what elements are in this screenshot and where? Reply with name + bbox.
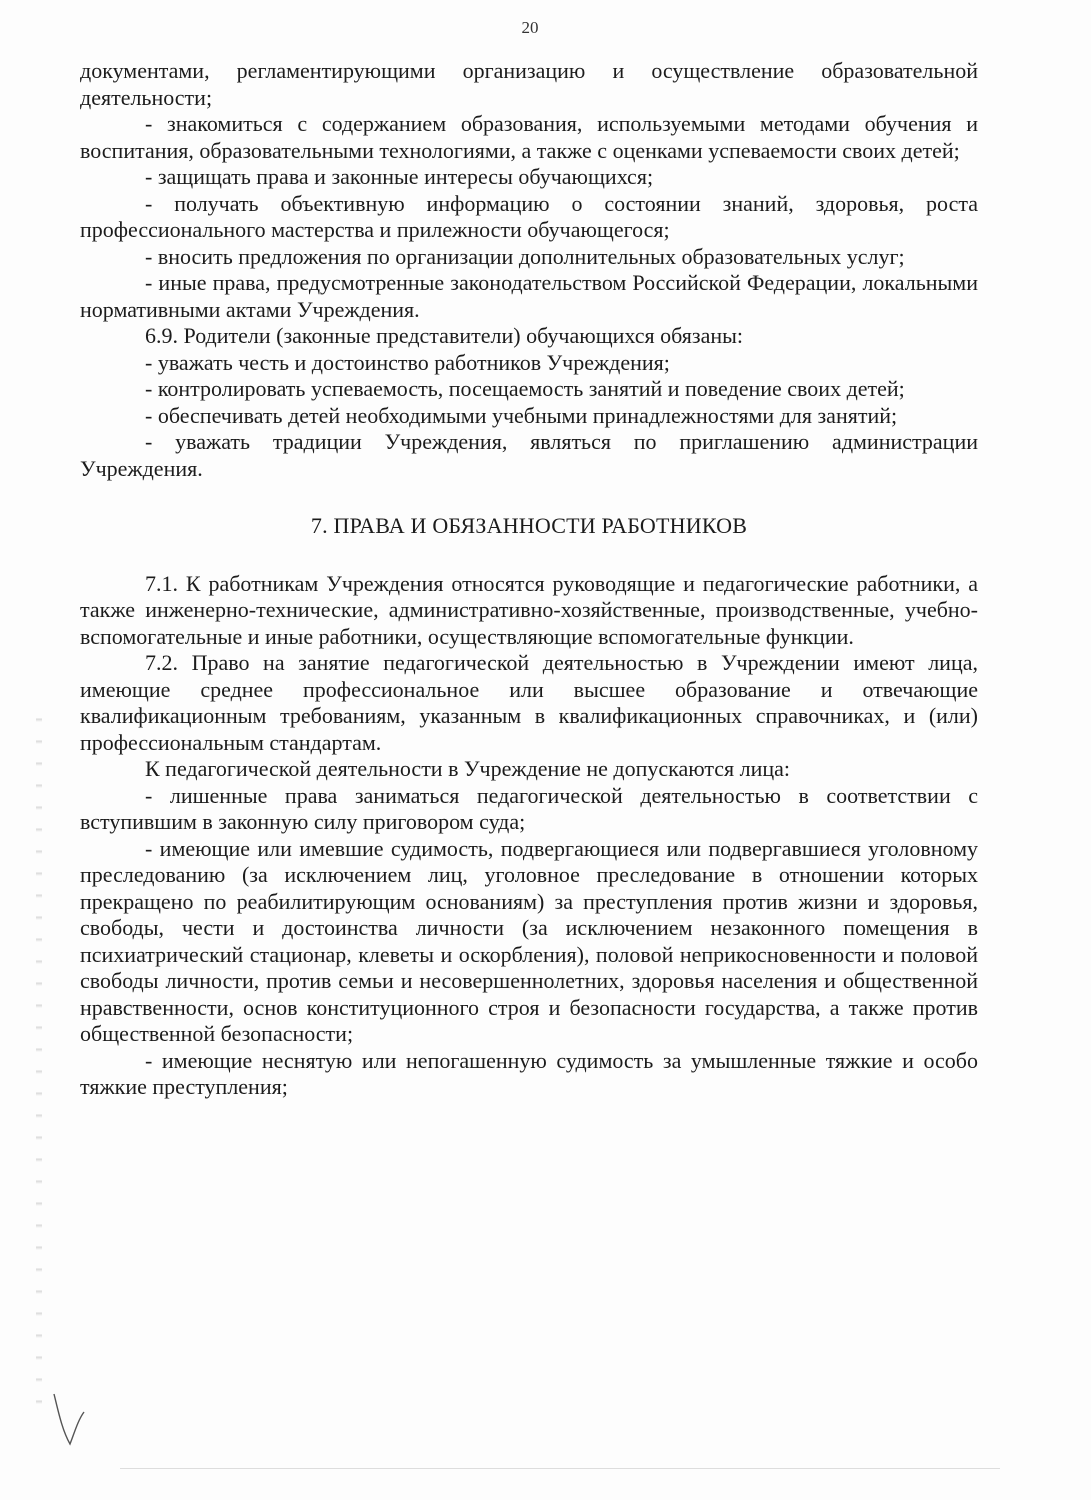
section-7-paragraph: 7.1. К работникам Учреждения относятся руководящие и педагогические работники, а также инженерно-технические, административно-хозяйственные, производственные, учебно-вспомогательные и иные работники, осуществляющие вспомогательные функции. (80, 570, 978, 649)
section-6-paragraph: - получать объективную информацию о состоянии знаний, здоровья, роста профессионального мастерства и прилежности обучающегося; (80, 190, 978, 242)
section-7-paragraph: - лишенные права заниматься педагогической деятельностью в соответствии с вступившим в законную силу приговором суда; (80, 782, 978, 834)
section-6-paragraph: - контролировать успеваемость, посещаемость занятий и поведение своих детей; (145, 376, 905, 401)
section-6-paragraph: - знакомиться с содержанием образования, используемыми методами обучения и воспитания, образовательными технологиями, а также с оценками успеваемости своих детей; (80, 111, 978, 163)
section-6-paragraph: документами, регламентирующими организацию и осуществление образовательной деятельности; (80, 58, 978, 110)
section-7-paragraph: 7.2. Право на занятие педагогической деятельностью в Учреждении имеют лица, имеющие среднее профессиональное или высшее образование и отвечающие квалификационным требованиям, указанным в квалификационных справочниках, и (или) профессиональным стандартам. (80, 650, 978, 755)
document-body (80, 58, 978, 1101)
section-7-paragraph: К педагогической деятельности в Учреждение не допускаются лица: (145, 756, 791, 781)
section-6-paragraph: - вносить предложения по организации дополнительных образовательных услуг; (145, 243, 905, 269)
section-title: 7. ПРАВА И ОБЯЗАННОСТИ РАБОТНИКОВ (310, 513, 748, 538)
section-6-paragraph: - уважать честь и достоинство работников Учреждения; (145, 349, 670, 375)
section-7-body (80, 571, 978, 1101)
page-number: 20 (521, 18, 539, 37)
section-6-paragraph: - защищать права и законные интересы обучающихся; (145, 164, 654, 189)
section-6-continuation (80, 58, 978, 482)
scan-bottom-edge (120, 1468, 1000, 1469)
section-7-paragraph: - имеющие неснятую или непогашенную судимость за умышленные тяжкие и особо тяжкие преступления; (80, 1047, 978, 1099)
section-6-paragraph: - обеспечивать детей необходимыми учебными принадлежностями для занятий; (145, 402, 898, 428)
pen-mark-icon (48, 1390, 88, 1450)
section-6-paragraph: 6.9. Родители (законные представители) обучающихся обязаны: (145, 323, 744, 348)
section-7-paragraph: - имеющие или имевшие судимость, подвергающиеся или подвергавшиеся уголовному преследованию (за исключением лиц, уголовное преследование в отношении которых прекращено по реабилитирующим основаниям) за преступления против жизни и здоровья, свободы, чести и достоинства личности (за исключением незаконного помещения в психиатрический стационар, клеветы и оскорбления), половой неприкосновенности и половой свободы личности, против семьи и несовершеннолетних, здоровья населения и общественной нравственности, основ конституционного строя и безопасности государства, а также против общественной безопасности; (80, 835, 978, 1046)
section-6-paragraph: - иные права, предусмотренные законодательством Российской Федерации, локальными нормативными актами Учреждения. (80, 270, 978, 322)
section-6-paragraph: - уважать традиции Учреждения, являться по приглашению администрации Учреждения. (80, 429, 978, 481)
scan-edge-artifact (36, 700, 42, 1420)
